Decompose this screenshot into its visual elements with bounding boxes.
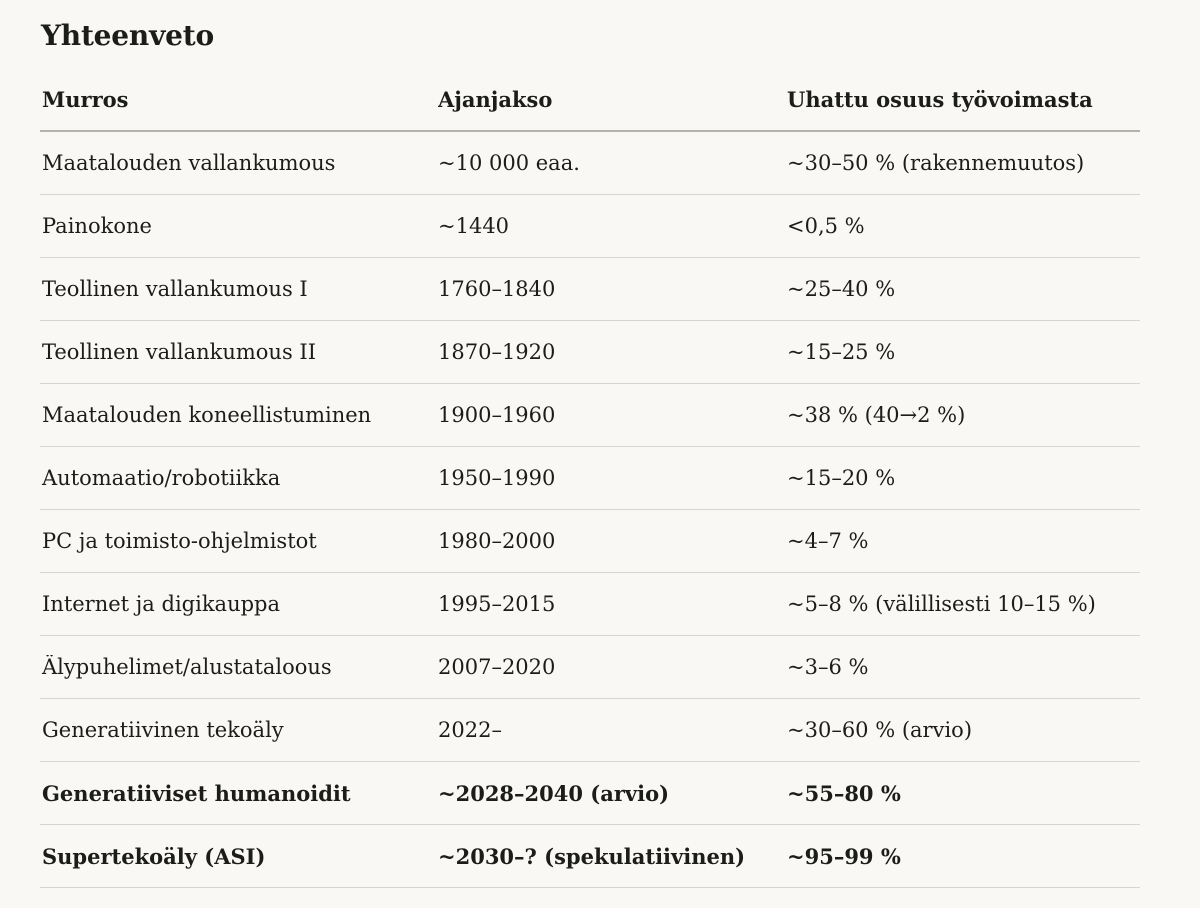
header-ajanjakso: Ajanjakso — [438, 87, 553, 112]
table-header-row — [40, 69, 1140, 132]
cell-murros: Automaatio/robotiikka — [42, 466, 281, 490]
table-row — [40, 510, 1140, 573]
table-row — [40, 573, 1140, 636]
cell-murros: Supertekoäly (ASI) — [42, 843, 266, 869]
cell-murros: Teollinen vallankumous I — [42, 277, 308, 301]
cell-osuus: ~38 % (40→2 %) — [787, 403, 966, 427]
cell-ajanjakso: 1870–1920 — [438, 340, 556, 364]
cell-osuus: <0,5 % — [787, 214, 865, 238]
cell-ajanjakso: 1950–1990 — [438, 466, 556, 490]
cell-ajanjakso: 1980–2000 — [438, 529, 556, 553]
cell-murros: Generatiivinen tekoäly — [42, 718, 284, 742]
cell-murros: Maatalouden vallankumous — [42, 151, 336, 175]
cell-osuus: ~30–50 % (rakennemuutos) — [787, 151, 1085, 175]
cell-murros: Generatiiviset humanoidit — [42, 780, 351, 806]
table-row — [40, 195, 1140, 258]
table-row — [40, 636, 1140, 699]
cell-ajanjakso: 2022– — [438, 718, 502, 742]
cell-ajanjakso: ~2028–2040 (arvio) — [438, 780, 670, 806]
header-murros: Murros — [42, 87, 129, 112]
cell-osuus: ~4–7 % — [787, 529, 869, 553]
table-row — [40, 699, 1140, 762]
cell-murros: Maatalouden koneellistuminen — [42, 403, 372, 427]
cell-ajanjakso: ~2030–? (spekulatiivinen) — [438, 843, 746, 869]
cell-murros: Teollinen vallankumous II — [42, 340, 316, 364]
cell-murros: Internet ja digikauppa — [42, 592, 280, 616]
cell-murros: Painokone — [42, 214, 152, 238]
cell-murros: PC ja toimisto-ohjelmistot — [42, 529, 317, 553]
header-osuus: Uhattu osuus työvoimasta — [787, 87, 1093, 112]
cell-ajanjakso: ~10 000 eaa. — [438, 151, 580, 175]
table-row — [40, 132, 1140, 195]
cell-murros: Älypuhelimet/alustataloous — [42, 655, 332, 679]
cell-osuus: ~3–6 % — [787, 655, 869, 679]
table-row — [40, 321, 1140, 384]
cell-osuus: ~30–60 % (arvio) — [787, 718, 973, 742]
cell-osuus: ~15–25 % — [787, 340, 896, 364]
page-title: Yhteenveto — [41, 19, 214, 52]
table-row — [40, 384, 1140, 447]
table-body — [40, 132, 1140, 888]
table-row — [40, 258, 1140, 321]
cell-osuus: ~25–40 % — [787, 277, 896, 301]
cell-osuus: ~15–20 % — [787, 466, 896, 490]
cell-ajanjakso: ~1440 — [438, 214, 510, 238]
cell-ajanjakso: 1900–1960 — [438, 403, 556, 427]
table-row — [40, 762, 1140, 825]
cell-osuus: ~5–8 % (välillisesti 10–15 %) — [787, 592, 1096, 616]
summary-table — [40, 69, 1140, 888]
cell-osuus: ~55–80 % — [787, 780, 901, 806]
table-row — [40, 447, 1140, 510]
cell-ajanjakso: 1995–2015 — [438, 592, 556, 616]
cell-osuus: ~95–99 % — [787, 843, 901, 869]
table-row — [40, 825, 1140, 888]
cell-ajanjakso: 1760–1840 — [438, 277, 556, 301]
cell-ajanjakso: 2007–2020 — [438, 655, 556, 679]
